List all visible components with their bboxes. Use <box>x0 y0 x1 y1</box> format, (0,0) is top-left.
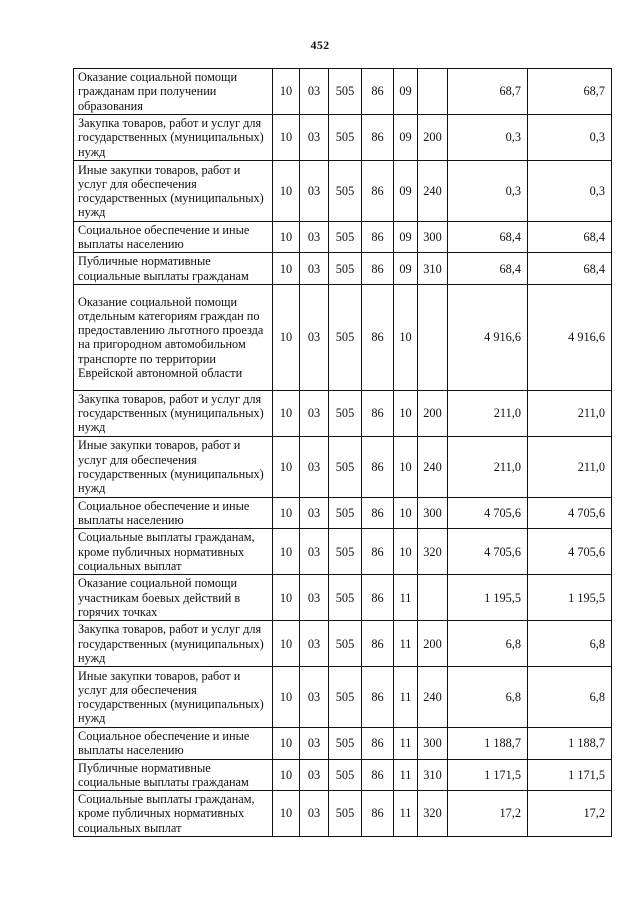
program-code-cell: 505 <box>329 115 362 161</box>
table-row <box>74 115 612 161</box>
section-code-cell: 10 <box>273 436 300 497</box>
subprogram-code-cell: 86 <box>362 69 394 115</box>
subprogram-code-cell: 86 <box>362 436 394 497</box>
section-code-cell: 10 <box>273 667 300 728</box>
amount-cell-1: 68,7 <box>448 69 528 115</box>
table-row <box>74 529 612 575</box>
row-name-cell: Социальное обеспечение и иные выплаты населению <box>74 222 273 253</box>
amount-cell-1: 0,3 <box>448 115 528 161</box>
expense-type-code-cell: 200 <box>418 390 448 436</box>
subsection-code-cell: 03 <box>300 728 329 759</box>
section-code-cell: 10 <box>273 497 300 528</box>
section-code-cell: 10 <box>273 390 300 436</box>
program-code-cell: 505 <box>329 791 362 837</box>
table-body <box>74 69 612 837</box>
amount-cell-2: 6,8 <box>528 621 612 667</box>
section-code-cell: 10 <box>273 253 300 284</box>
program-code-cell: 505 <box>329 436 362 497</box>
direction-code-cell: 09 <box>394 161 418 222</box>
program-code-cell: 505 <box>329 284 362 390</box>
table-row <box>74 253 612 284</box>
amount-cell-2: 0,3 <box>528 115 612 161</box>
row-name-cell: Социальные выплаты гражданам, кроме публичных нормативных социальных выплат <box>74 529 273 575</box>
section-code-cell: 10 <box>273 284 300 390</box>
row-name-cell: Публичные нормативные социальные выплаты гражданам <box>74 253 273 284</box>
program-code-cell: 505 <box>329 161 362 222</box>
section-code-cell: 10 <box>273 575 300 621</box>
amount-cell-1: 6,8 <box>448 621 528 667</box>
section-code-cell: 10 <box>273 759 300 790</box>
expense-type-code-cell: 310 <box>418 253 448 284</box>
expense-type-code-cell: 200 <box>418 115 448 161</box>
direction-code-cell: 09 <box>394 222 418 253</box>
row-name-cell: Закупка товаров, работ и услуг для государственных (муниципальных) нужд <box>74 115 273 161</box>
row-name-cell: Иные закупки товаров, работ и услуг для обеспечения государственных (муниципальных) нужд <box>74 436 273 497</box>
amount-cell-1: 17,2 <box>448 791 528 837</box>
row-name-cell: Закупка товаров, работ и услуг для государственных (муниципальных) нужд <box>74 621 273 667</box>
program-code-cell: 505 <box>329 253 362 284</box>
row-name-cell: Социальное обеспечение и иные выплаты населению <box>74 497 273 528</box>
table-row <box>74 791 612 837</box>
subprogram-code-cell: 86 <box>362 222 394 253</box>
table-row <box>74 497 612 528</box>
subsection-code-cell: 03 <box>300 253 329 284</box>
program-code-cell: 505 <box>329 497 362 528</box>
subprogram-code-cell: 86 <box>362 497 394 528</box>
subsection-code-cell: 03 <box>300 667 329 728</box>
expense-type-code-cell: 320 <box>418 791 448 837</box>
subsection-code-cell: 03 <box>300 529 329 575</box>
section-code-cell: 10 <box>273 529 300 575</box>
amount-cell-2: 4 705,6 <box>528 497 612 528</box>
program-code-cell: 505 <box>329 667 362 728</box>
amount-cell-2: 4 705,6 <box>528 529 612 575</box>
expense-type-code-cell: 310 <box>418 759 448 790</box>
direction-code-cell: 10 <box>394 390 418 436</box>
subprogram-code-cell: 86 <box>362 667 394 728</box>
section-code-cell: 10 <box>273 222 300 253</box>
program-code-cell: 505 <box>329 575 362 621</box>
subprogram-code-cell: 86 <box>362 728 394 759</box>
amount-cell-1: 68,4 <box>448 222 528 253</box>
direction-code-cell: 10 <box>394 284 418 390</box>
amount-cell-1: 4 705,6 <box>448 497 528 528</box>
table-row <box>74 667 612 728</box>
program-code-cell: 505 <box>329 69 362 115</box>
subsection-code-cell: 03 <box>300 161 329 222</box>
row-name-cell: Иные закупки товаров, работ и услуг для обеспечения государственных (муниципальных) нужд <box>74 667 273 728</box>
direction-code-cell: 10 <box>394 436 418 497</box>
expense-type-code-cell: 300 <box>418 497 448 528</box>
table-row <box>74 759 612 790</box>
amount-cell-2: 1 195,5 <box>528 575 612 621</box>
row-name-cell: Социальное обеспечение и иные выплаты населению <box>74 728 273 759</box>
amount-cell-2: 211,0 <box>528 436 612 497</box>
amount-cell-2: 68,7 <box>528 69 612 115</box>
section-code-cell: 10 <box>273 791 300 837</box>
subprogram-code-cell: 86 <box>362 791 394 837</box>
table-row <box>74 69 612 115</box>
subsection-code-cell: 03 <box>300 69 329 115</box>
subsection-code-cell: 03 <box>300 390 329 436</box>
subsection-code-cell: 03 <box>300 759 329 790</box>
amount-cell-2: 68,4 <box>528 253 612 284</box>
subsection-code-cell: 03 <box>300 436 329 497</box>
amount-cell-1: 68,4 <box>448 253 528 284</box>
direction-code-cell: 11 <box>394 728 418 759</box>
subprogram-code-cell: 86 <box>362 759 394 790</box>
direction-code-cell: 11 <box>394 667 418 728</box>
direction-code-cell: 11 <box>394 791 418 837</box>
budget-table <box>73 68 612 837</box>
amount-cell-1: 4 916,6 <box>448 284 528 390</box>
expense-type-code-cell: 240 <box>418 161 448 222</box>
row-name-cell: Оказание социальной помощи гражданам при получении образования <box>74 69 273 115</box>
table-row <box>74 436 612 497</box>
table-row <box>74 222 612 253</box>
program-code-cell: 505 <box>329 390 362 436</box>
expense-type-code-cell: 300 <box>418 728 448 759</box>
table-row <box>74 390 612 436</box>
direction-code-cell: 09 <box>394 253 418 284</box>
amount-cell-2: 6,8 <box>528 667 612 728</box>
subprogram-code-cell: 86 <box>362 253 394 284</box>
expense-type-code-cell <box>418 575 448 621</box>
row-name-cell: Оказание социальной помощи отдельным категориям граждан по предоставлению льготного проезда на пригородном автомобильном транспорте по территории Еврейской автономной области <box>74 284 273 390</box>
row-name-cell: Оказание социальной помощи участникам боевых действий в горячих точках <box>74 575 273 621</box>
subsection-code-cell: 03 <box>300 621 329 667</box>
section-code-cell: 10 <box>273 115 300 161</box>
subprogram-code-cell: 86 <box>362 115 394 161</box>
program-code-cell: 505 <box>329 621 362 667</box>
expense-type-code-cell: 200 <box>418 621 448 667</box>
subsection-code-cell: 03 <box>300 115 329 161</box>
subprogram-code-cell: 86 <box>362 284 394 390</box>
amount-cell-2: 211,0 <box>528 390 612 436</box>
subprogram-code-cell: 86 <box>362 529 394 575</box>
expense-type-code-cell: 240 <box>418 667 448 728</box>
amount-cell-2: 0,3 <box>528 161 612 222</box>
amount-cell-1: 4 705,6 <box>448 529 528 575</box>
direction-code-cell: 09 <box>394 69 418 115</box>
row-name-cell: Публичные нормативные социальные выплаты гражданам <box>74 759 273 790</box>
row-name-cell: Социальные выплаты гражданам, кроме публичных нормативных социальных выплат <box>74 791 273 837</box>
expense-type-code-cell: 300 <box>418 222 448 253</box>
program-code-cell: 505 <box>329 759 362 790</box>
amount-cell-2: 1 188,7 <box>528 728 612 759</box>
expense-type-code-cell: 320 <box>418 529 448 575</box>
amount-cell-1: 1 195,5 <box>448 575 528 621</box>
direction-code-cell: 11 <box>394 621 418 667</box>
direction-code-cell: 10 <box>394 497 418 528</box>
section-code-cell: 10 <box>273 69 300 115</box>
table-row <box>74 621 612 667</box>
program-code-cell: 505 <box>329 222 362 253</box>
row-name-cell: Иные закупки товаров, работ и услуг для обеспечения государственных (муниципальных) нужд <box>74 161 273 222</box>
subsection-code-cell: 03 <box>300 284 329 390</box>
amount-cell-1: 1 171,5 <box>448 759 528 790</box>
direction-code-cell: 11 <box>394 575 418 621</box>
subprogram-code-cell: 86 <box>362 575 394 621</box>
subsection-code-cell: 03 <box>300 575 329 621</box>
direction-code-cell: 11 <box>394 759 418 790</box>
subprogram-code-cell: 86 <box>362 390 394 436</box>
table-row <box>74 284 612 390</box>
table-row <box>74 575 612 621</box>
amount-cell-2: 1 171,5 <box>528 759 612 790</box>
amount-cell-1: 1 188,7 <box>448 728 528 759</box>
table-row <box>74 728 612 759</box>
page-number: 452 <box>310 38 330 52</box>
expense-type-code-cell <box>418 284 448 390</box>
section-code-cell: 10 <box>273 621 300 667</box>
direction-code-cell: 10 <box>394 529 418 575</box>
table-row <box>74 161 612 222</box>
program-code-cell: 505 <box>329 728 362 759</box>
direction-code-cell: 09 <box>394 115 418 161</box>
subprogram-code-cell: 86 <box>362 621 394 667</box>
subsection-code-cell: 03 <box>300 497 329 528</box>
subsection-code-cell: 03 <box>300 791 329 837</box>
program-code-cell: 505 <box>329 529 362 575</box>
section-code-cell: 10 <box>273 728 300 759</box>
amount-cell-2: 4 916,6 <box>528 284 612 390</box>
amount-cell-2: 68,4 <box>528 222 612 253</box>
subprogram-code-cell: 86 <box>362 161 394 222</box>
row-name-cell: Закупка товаров, работ и услуг для государственных (муниципальных) нужд <box>74 390 273 436</box>
expense-type-code-cell: 240 <box>418 436 448 497</box>
expense-type-code-cell <box>418 69 448 115</box>
amount-cell-1: 211,0 <box>448 436 528 497</box>
amount-cell-2: 17,2 <box>528 791 612 837</box>
section-code-cell: 10 <box>273 161 300 222</box>
subsection-code-cell: 03 <box>300 222 329 253</box>
amount-cell-1: 6,8 <box>448 667 528 728</box>
amount-cell-1: 0,3 <box>448 161 528 222</box>
amount-cell-1: 211,0 <box>448 390 528 436</box>
